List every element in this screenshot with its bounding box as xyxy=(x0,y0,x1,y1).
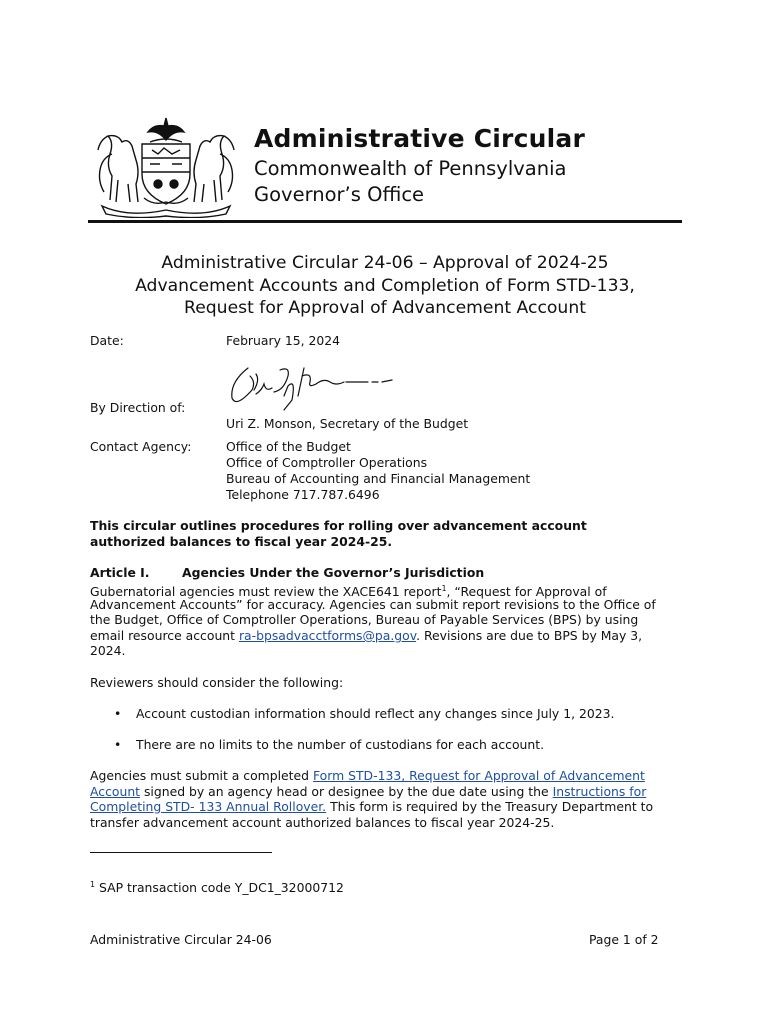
text-run: Agencies must submit a completed xyxy=(90,768,313,783)
paragraph-line: transfer advancement account authorized balances to fiscal year 2024-25. xyxy=(90,815,555,830)
paragraph-line xyxy=(90,768,690,784)
article-title: Agencies Under the Governor’s Jurisdiction xyxy=(182,565,485,580)
date-value: February 15, 2024 xyxy=(226,333,341,348)
contact-label: Contact Agency: xyxy=(90,439,192,454)
direction-value: Uri Z. Monson, Secretary of the Budget xyxy=(226,416,469,431)
text-run: , “Request for Approval of xyxy=(446,584,607,599)
bullet-item: There are no limits to the number of custodians for each account. xyxy=(136,737,545,752)
contact-line: Bureau of Accounting and Financial Management xyxy=(226,471,531,486)
footnote-mark: 1 xyxy=(90,880,96,889)
document-title xyxy=(88,252,682,320)
summary-line: authorized balances to fiscal year 2024-25. xyxy=(90,534,393,549)
footnote-separator xyxy=(90,852,272,853)
signature-image xyxy=(226,360,396,412)
document-title-line: Advancement Accounts and Completion of Form STD-133, xyxy=(135,275,635,296)
date-label: Date: xyxy=(90,333,124,348)
paragraph-line: 2024. xyxy=(90,643,126,658)
article-heading xyxy=(90,565,690,581)
article-number: Article I. xyxy=(90,565,150,580)
instructions-link[interactable]: Instructions for xyxy=(552,784,647,799)
header-title: Administrative Circular xyxy=(254,124,585,153)
contact-line: Office of Comptroller Operations xyxy=(226,455,428,470)
header-office: Governor’s Office xyxy=(254,183,425,206)
document-title-line: Administrative Circular 24-06 – Approval of 2024-25 xyxy=(161,253,609,273)
form-std133-link-cont[interactable]: Account xyxy=(90,784,141,799)
bullet-icon: • xyxy=(114,737,122,752)
bullet-item: Account custodian information should reflect any changes since July 1, 2023. xyxy=(136,706,615,721)
reviewers-intro: Reviewers should consider the following: xyxy=(90,675,344,690)
summary-line: This circular outlines procedures for rolling over advancement account xyxy=(90,518,587,533)
document-title-line: Request for Approval of Advancement Account xyxy=(184,298,586,318)
paragraph-line xyxy=(90,628,690,644)
text-run: signed by an agency head or designee by the due date using the xyxy=(140,784,553,799)
form-std133-link[interactable]: Form STD-133, Request for Approval of Advancement xyxy=(312,768,645,783)
footnote-text: SAP transaction code Y_DC1_32000712 xyxy=(95,880,344,895)
direction-label: By Direction of: xyxy=(90,400,186,415)
header-subtitle: Commonwealth of Pennsylvania xyxy=(254,157,567,180)
footnote xyxy=(90,877,690,896)
footer-page-number: Page 1 of 2 xyxy=(589,932,659,947)
paragraph-line xyxy=(90,784,690,800)
header-rule xyxy=(88,220,682,223)
footnote-ref[interactable]: 1 xyxy=(441,584,447,593)
bullet-icon: • xyxy=(114,706,122,721)
email-link[interactable]: ra-bpsadvacctforms@pa.gov xyxy=(238,628,417,643)
paragraph-line: the Budget, Office of Comptroller Operations, Bureau of Payable Services (BPS) by using xyxy=(90,612,639,627)
text-run: Gubernatorial agencies must review the XACE641 report xyxy=(90,584,442,599)
instructions-link-cont[interactable]: Completing STD- 133 Annual Rollover. xyxy=(90,799,327,814)
paragraph-line: Advancement Accounts” for accuracy. Agencies can submit report revisions to the Office of xyxy=(90,597,656,612)
pennsylvania-seal-logo xyxy=(88,110,244,218)
text-run: This form is required by the Treasury Department to xyxy=(326,799,654,814)
text-run: email resource account xyxy=(90,628,239,643)
contact-line: Telephone 717.787.6496 xyxy=(226,487,380,502)
text-run: . Revisions are due to BPS by May 3, xyxy=(416,628,643,643)
paragraph-line xyxy=(90,799,690,815)
footer-doc-name: Administrative Circular 24-06 xyxy=(90,932,272,947)
contact-line: Office of the Budget xyxy=(226,439,351,454)
